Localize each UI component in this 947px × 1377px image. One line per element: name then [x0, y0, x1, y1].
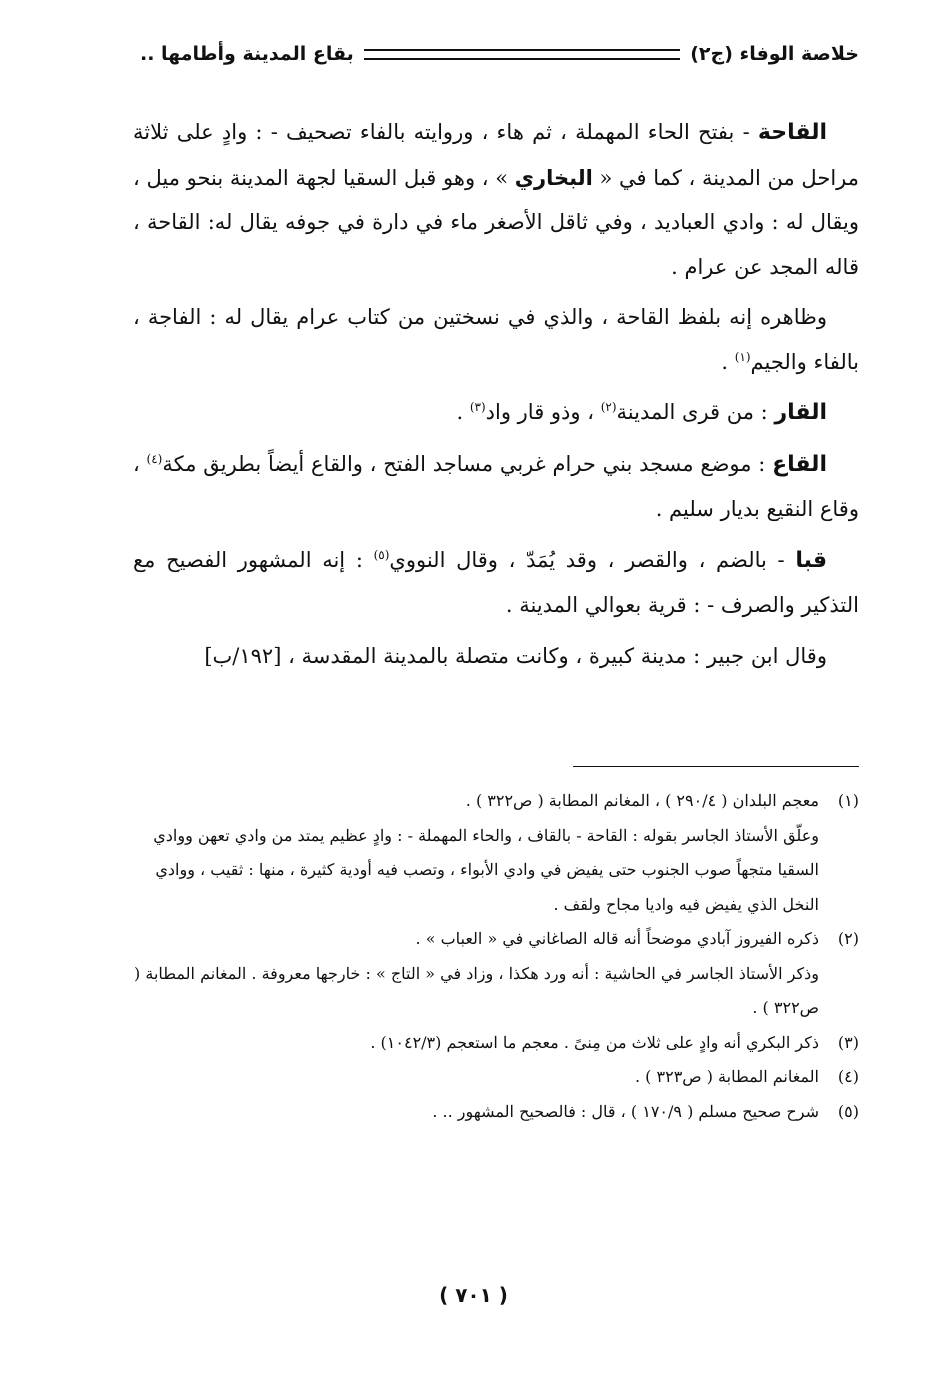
- entry-term: القاع: [772, 451, 827, 477]
- paragraph-text: وظاهره إنه بلفظ القاحة ، والذي في نسختين من كتاب عرام يقال له : الفاجة ، بالفاء والجيم: [133, 305, 859, 374]
- footnote-number: (١): [837, 791, 859, 810]
- footnote-2: [133, 922, 859, 957]
- entry-term: القاحة: [757, 120, 827, 145]
- paragraph-quba: [133, 538, 859, 628]
- paragraph-ibn-jubayr: [133, 634, 859, 679]
- paragraph-alqaha: [133, 110, 859, 289]
- footnote-line: وذكر الأستاذ الجاسر في الحاشية : أنه ورد هكذا ، وزاد في « التاج » : خارجها معروفة .: [251, 963, 819, 983]
- paragraph-text: ، وقاع النقيع بديار سليم .: [133, 451, 859, 521]
- footnote-2-continuation: [133, 957, 859, 1026]
- footnote-body: [133, 922, 819, 957]
- header-double-rule: [364, 49, 680, 60]
- paragraph-text: وقال ابن جبير : مدينة كبيرة ، وكانت متصلة بالمدينة المقدسة ، [١٩٢/ب]: [204, 643, 827, 668]
- footnote-1: [133, 784, 859, 819]
- paragraph-text: .: [721, 349, 735, 374]
- footnote-marker[interactable]: (٤): [146, 451, 163, 466]
- footnote-1-continuation: [133, 819, 859, 923]
- paragraph-text: - بالضم ، والقصر ، وقد يُمَدّ ، وقال النووي: [389, 547, 796, 572]
- footnote-marker[interactable]: (١): [734, 349, 751, 364]
- running-header: [140, 34, 859, 74]
- footnote-marker[interactable]: (٣): [469, 400, 486, 414]
- footnote-line: وعلّق الأستاذ الجاسر بقوله : القاحة - بالقاف ، والحاء المهملة - : وادٍ عظيم يمتد من وادي: [234, 825, 819, 845]
- footnote-body: [133, 1095, 819, 1130]
- footnote-line: ذكر البكري أنه وادٍ على ثلاث من مِنىً . معجم ما استعجم (١٠٤٢/٣) .: [370, 1032, 819, 1052]
- footnote-marker[interactable]: (٢): [600, 400, 617, 414]
- footnote-line: كثيرة ، منها : ثقيب ، ووادي النخل الذي يفيض فيه واديا مجاح ولقف .: [155, 860, 819, 914]
- footnote-body: [133, 784, 819, 819]
- footnote-number: (٢): [837, 929, 859, 948]
- footnote-3: [133, 1026, 859, 1061]
- footnote-marker[interactable]: (٥): [373, 547, 390, 562]
- footnote-line: المغانم المطابة ( ص٣٢٢ ) .: [134, 963, 819, 1017]
- page-number: ( ٧٠١ ): [439, 1283, 508, 1307]
- footnote-line: معجم البلدان ( ٢٩٠/٤ ) ، المغانم المطابة ( ص٣٢٢ ) .: [465, 791, 819, 810]
- footnote-line: المغانم المطابة ( ص٣٢٣ ) .: [635, 1067, 819, 1086]
- paragraph-text: : من قرى المدينة: [616, 400, 775, 424]
- footnote-body: [133, 1060, 819, 1095]
- source-name: البخاري: [514, 165, 593, 190]
- footnote-number: (٤): [837, 1067, 859, 1086]
- section-title: بقاع المدينة وأطامها ..: [140, 43, 354, 65]
- paragraph-text: : إنه المشهور الفصيح مع التذكير والصرف - : قرية بعوالي المدينة .: [133, 547, 859, 617]
- paragraph-text: - بفتح الحاء المهملة ، ثم هاء ، وروايته بالفاء تصحيف - : وادٍ على ثلاثة مراحل من المدينة ، كما في «: [133, 120, 859, 190]
- footnote-5: [133, 1095, 859, 1130]
- footnote-line: شرح صحيح مسلم ( ١٧٠/٩ ) ، قال : فالصحيح المشهور .. .: [432, 1101, 819, 1121]
- footnotes: [133, 784, 859, 1129]
- paragraph-text: ، وذو قار واد: [485, 400, 601, 424]
- footnote-line: تعهن ووادي السقيا متجهاً صوب الجنوب حتى يفيض في وادي الأبواء ، وتصب فيه أودية: [153, 825, 819, 879]
- footnote-body: [133, 1026, 819, 1061]
- footnote-line: ذكره الفيروز آبادي موضحاً أنه قاله الصاغاني في « العباب » .: [415, 929, 819, 948]
- paragraph-alqa: [133, 442, 859, 532]
- footnote-4: [133, 1060, 859, 1095]
- footnote-separator: [573, 766, 859, 767]
- main-text: [133, 110, 859, 678]
- paragraph-zahiruhu: [133, 295, 859, 384]
- entry-term: القار: [774, 400, 827, 425]
- entry-term: قبا: [795, 547, 827, 573]
- paragraph-text: : موضع مسجد بني حرام غربي مساجد الفتح ، والقاع أيضاً بطريق مكة: [162, 451, 773, 476]
- footnote-number: (٥): [837, 1101, 859, 1121]
- paragraph-text: » ، وهو قبل السقيا لجهة المدينة بنحو ميل ، ويقال له : وادي العباديد ، وفي ثاقل الأصغر ماء في دارة في جوفه يقال له: القاحة ، قاله المجد عن عرام .: [133, 165, 859, 279]
- paragraph-alqar: [133, 390, 859, 436]
- book-title: خلاصة الوفاء (ج٢): [690, 43, 859, 65]
- footnote-number: (٣): [837, 1032, 859, 1052]
- paragraph-text: .: [456, 400, 470, 424]
